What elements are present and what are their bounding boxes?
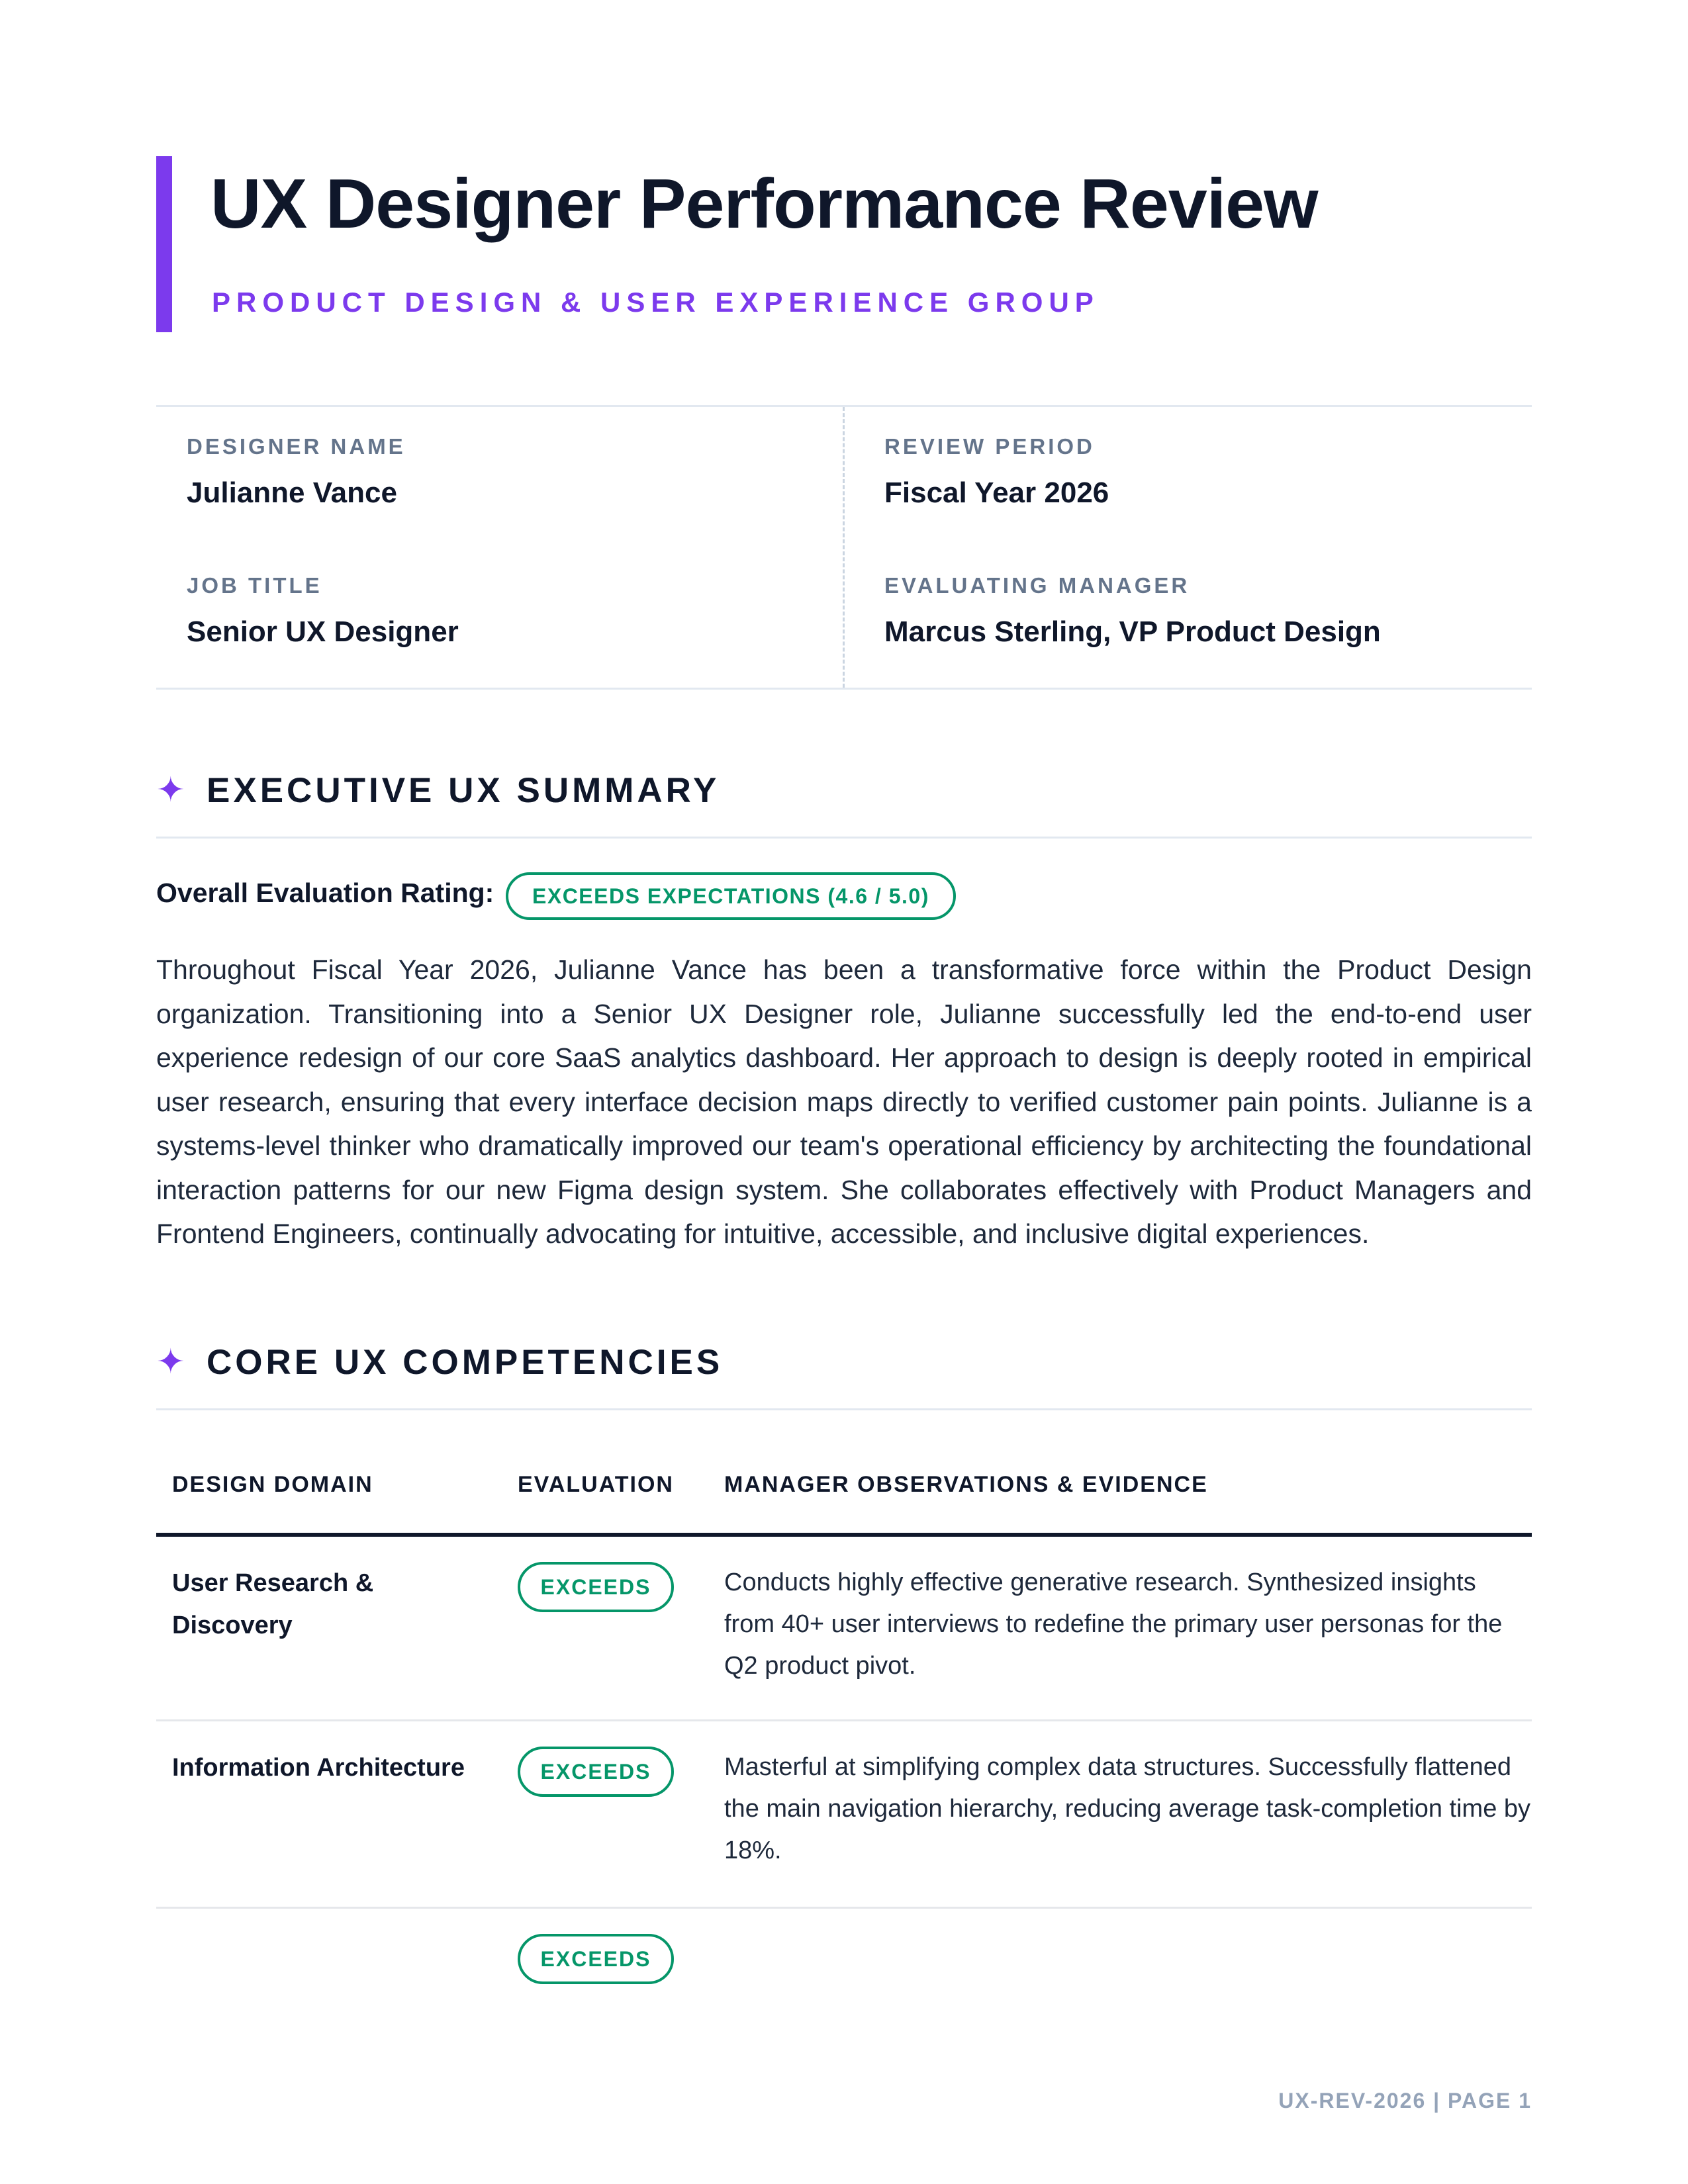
competency-domain: Information Architecture (172, 1754, 465, 1782)
competencies-table-header (156, 1445, 1532, 1537)
manager-field (884, 572, 1480, 649)
job-title-field (187, 572, 782, 649)
column-header-domain: DESIGN DOMAIN (172, 1472, 373, 1497)
sparkle-icon: ✦ (156, 1343, 185, 1381)
designer-name-label: DESIGNER NAME (187, 434, 406, 459)
manager-label: EVALUATING MANAGER (884, 573, 1190, 598)
column-header-observations: MANAGER OBSERVATIONS & EVIDENCE (724, 1472, 1208, 1497)
job-title-label: JOB TITLE (187, 573, 322, 598)
competencies-header (156, 1345, 1532, 1410)
executive-summary-header (156, 773, 1532, 839)
table-row (156, 1537, 1532, 1721)
table-row (156, 1909, 1532, 2008)
competencies-title: CORE UX COMPETENCIES (207, 1343, 724, 1382)
page-title: UX Designer Performance Review (211, 165, 1318, 243)
executive-summary-title: EXECUTIVE UX SUMMARY (207, 771, 720, 810)
page-subtitle: PRODUCT DESIGN & USER EXPERIENCE GROUP (212, 287, 1100, 318)
review-period-label: REVIEW PERIOD (884, 434, 1095, 459)
evaluation-badge: EXCEEDS (518, 1562, 674, 1612)
document-header (156, 156, 1532, 332)
manager-observation: Masterful at simplifying complex data structures. Successfully flattened the main navigation hierarchy, reducing average task-completion time by 18%. (724, 1753, 1531, 1864)
job-title-value: Senior UX Designer (187, 615, 459, 648)
sparkle-icon: ✦ (156, 771, 185, 809)
evaluation-badge: EXCEEDS (518, 1934, 674, 1984)
table-row (156, 1721, 1532, 1909)
review-period-field (884, 433, 1480, 510)
designer-name-value: Julianne Vance (187, 476, 397, 509)
designer-name-field (187, 433, 782, 510)
review-info-grid (156, 405, 1532, 690)
review-page (156, 0, 1532, 2184)
competency-domain: User Research & Discovery (172, 1569, 374, 1639)
overall-rating (156, 872, 1532, 925)
title-accent-bar (156, 156, 172, 332)
executive-summary-text: Throughout Fiscal Year 2026, Julianne Vance has been a transformative force within the Product Design organization. Transitioning into a Senior UX Designer role, Julianne successfully led the end-to-end user experience redesign of our core SaaS analytics dashboard. Her approach to design is deeply rooted in empirical user research, ensuring that every interface decision maps directly to verified customer pain points. Julianne is a systems-level thinker who dramatically improved our team's operational efficiency by architecting the foundational interaction patterns for our new Figma design system. She collaborates effectively with Product Managers and Frontend Engineers, continually advocating for intuitive, accessible, and inclusive digital experiences. (156, 954, 1532, 1249)
overall-rating-label: Overall Evaluation Rating: (156, 878, 494, 908)
review-period-value: Fiscal Year 2026 (884, 476, 1109, 509)
evaluation-badge: EXCEEDS (518, 1747, 674, 1797)
column-header-evaluation: EVALUATION (518, 1472, 674, 1497)
page-footer: UX-REV-2026 | PAGE 1 (1278, 2089, 1532, 2113)
manager-value: Marcus Sterling, VP Product Design (884, 615, 1381, 648)
manager-observation: Conducts highly effective generative research. Synthesized insights from 40+ user interviews to redefine the primary user personas for the Q2 product pivot. (724, 1569, 1503, 1680)
overall-rating-badge: EXCEEDS EXPECTATIONS (4.6 / 5.0) (506, 872, 956, 920)
info-grid-divider (843, 407, 845, 688)
